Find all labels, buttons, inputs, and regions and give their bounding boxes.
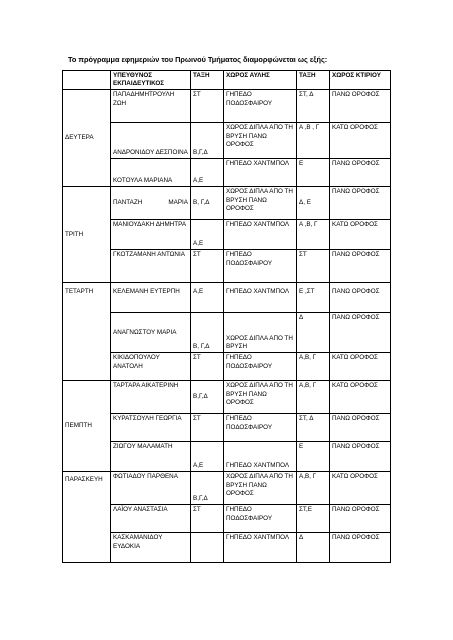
class-cell: ΣΤ	[191, 250, 224, 283]
yard-cell: ΓΗΠΕΔΟ ΧΑΝΤΜΠΟΛ	[224, 220, 297, 250]
day-tuesday: ΤΡΙΤΗ	[63, 187, 111, 283]
building-cell: ΠΑΝΩ ΟΡΟΦΟΣ	[330, 505, 391, 533]
yard-cell: ΓΗΠΕΔΟ ΧΑΝΤΜΠΟΛ	[224, 533, 297, 563]
class2-cell: ΣΤ	[297, 250, 330, 283]
teacher-cell: ΑΝΑΓΝΩΣΤΟΥ ΜΑΡΙΑ	[111, 313, 191, 353]
yard-cell: ΧΩΡΟΣ ΔΙΠΛΑ ΑΠΟ ΤΗ ΒΡΥΣΗ	[224, 313, 297, 353]
table-row	[63, 313, 391, 353]
header-row	[63, 71, 391, 90]
yard-cell: ΧΩΡΟΣ ΔΙΠΛΑ ΑΠΟ ΤΗ ΒΡΥΣΗ ΠΑΝΩ ΟΡΟΦΟΣ	[224, 187, 297, 220]
teacher-cell: ΓΚΟΤΖΑΜΑΝΗ ΑΝΤΩΝΙΑ	[111, 250, 191, 283]
building-cell: ΚΑΤΩ ΟΡΟΦΟΣ	[330, 123, 391, 159]
building-cell: ΠΑΝΩ ΟΡΟΦΟΣ	[330, 533, 391, 563]
class2-cell: Α ,Β, Γ	[297, 220, 330, 250]
table-row	[63, 505, 391, 533]
teacher-cell: ΚΑΣΚΑΜΑΝΙΔΟΥ ΕΥΔΟΚΙΑ	[111, 533, 191, 563]
teacher-cell: ΜΑΝΙΟΥΔΑΚΗ ΔΗΜΗΤΡΑ	[111, 220, 191, 250]
class-cell: ΣΤ	[191, 505, 224, 533]
table-row	[63, 90, 391, 123]
teacher-cell: ΤΑΡΤΑΡΑ ΑΙΚΑΤΕΡΙΝΗ	[111, 381, 191, 414]
class-cell: ΣΤ	[191, 90, 224, 123]
table-row	[63, 472, 391, 505]
teacher-cell: ΖΙΩΓΟΥ ΜΑΛΑΜΑΤΗ	[111, 442, 191, 472]
header-class: ΤΑΞΗ	[191, 71, 224, 90]
table-row	[63, 442, 391, 472]
class2-cell: Ε ,ΣΤ	[297, 283, 330, 313]
teacher-cell: ΑΝΔΡΟΝΙΔΟΥ ΔΕΣΠΟΙΝΑ	[111, 123, 191, 159]
table-row	[63, 220, 391, 250]
table-row	[63, 283, 391, 313]
class2-cell: Δ	[297, 313, 330, 353]
duty-schedule-table	[62, 70, 391, 563]
table-row	[63, 353, 391, 381]
teacher-cell: ΛΑΪΟΥ ΑΝΑΣΤΑΣΙΑ	[111, 505, 191, 533]
building-cell: ΚΑΤΩ ΟΡΟΦΟΣ	[330, 381, 391, 414]
class2-cell: Α,Β, Γ	[297, 353, 330, 381]
header-building: ΧΩΡΟΣ ΚΤΙΡΙΟΥ	[330, 71, 391, 90]
class-cell: Α,Ε	[191, 442, 224, 472]
header-class-2: ΤΑΞΗ	[297, 71, 330, 90]
building-cell: ΠΑΝΩ ΟΡΟΦΟΣ	[330, 187, 391, 220]
yard-cell: ΧΩΡΟΣ ΔΙΠΛΑ ΑΠΟ ΤΗ ΒΡΥΣΗ ΠΑΝΩ ΟΡΟΦΟΣ	[224, 472, 297, 505]
yard-cell: ΓΗΠΕΔΟ ΧΑΝΤΜΠΟΛ	[224, 283, 297, 313]
teacher-cell: ΦΩΤΙΑΔΟΥ ΠΑΡΘΕΝΑ	[111, 472, 191, 505]
table-row	[63, 533, 391, 563]
class2-cell: ΣΤ,Ε	[297, 505, 330, 533]
table-row	[63, 187, 391, 220]
header-teacher: ΥΠΕΥΘΥΝΟΣ ΕΚΠΑΙΔΕΥΤΙΚΟΣ	[111, 71, 191, 90]
class-cell: Β,Γ,Δ	[191, 381, 224, 414]
yard-cell: ΓΗΠΕΔΟ ΠΟΔΟΣΦΑΙΡΟΥ	[224, 414, 297, 442]
building-cell: ΠΑΝΩ ΟΡΟΦΟΣ	[330, 442, 391, 472]
table-row	[63, 250, 391, 283]
yard-cell: ΓΗΠΕΔΟ ΠΟΔΟΣΦΑΙΡΟΥ	[224, 90, 297, 123]
class-cell: Β,Γ,Δ	[191, 472, 224, 505]
building-cell: ΠΑΝΩ ΟΡΟΦΟΣ	[330, 283, 391, 313]
class-cell: Β, Γ,Δ	[191, 187, 224, 220]
building-cell: ΠΑΝΩ ΟΡΟΦΟΣ	[330, 313, 391, 353]
building-cell: ΠΑΝΩ ΟΡΟΦΟΣ	[330, 250, 391, 283]
class-cell: Α,Ε	[191, 283, 224, 313]
yard-cell: ΓΗΠΕΔΟ ΧΑΝΤΜΠΟΛ	[224, 442, 297, 472]
class-cell: ΣΤ	[191, 414, 224, 442]
class2-cell: ΣΤ, Δ	[297, 90, 330, 123]
day-thursday: ΠΕΜΠΤΗ	[63, 381, 111, 472]
teacher-cell: ΚΥΡΑΤΣΟΥΛΗ ΓΕΩΡΓΙΑ	[111, 414, 191, 442]
class2-cell: Α,Β, Γ	[297, 381, 330, 414]
building-cell: ΠΑΝΩ ΟΡΟΦΟΣ	[330, 90, 391, 123]
building-cell: ΚΑΤΩ ΟΡΟΦΟΣ	[330, 472, 391, 505]
class-cell: ΣΤ	[191, 353, 224, 381]
table-row	[63, 381, 391, 414]
class-cell: Β, Γ,Δ	[191, 313, 224, 353]
yard-cell: ΧΩΡΟΣ ΔΙΠΛΑ ΑΠΟ ΤΗ ΒΡΥΣΗ ΠΑΝΩ ΟΡΟΦΟΣ	[224, 123, 297, 159]
header-day	[63, 71, 111, 90]
yard-cell: ΓΗΠΕΔΟ ΠΟΔΟΣΦΑΙΡΟΥ	[224, 250, 297, 283]
table-row	[63, 159, 391, 187]
class-cell: Β,Γ,Δ	[191, 123, 224, 159]
table-row	[63, 123, 391, 159]
class-cell	[191, 533, 224, 563]
teacher-cell: ΚΟΤΟΥΛΑ ΜΑΡΙΑΝΑ	[111, 159, 191, 187]
day-monday: ΔΕΥΤΕΡΑ	[63, 90, 111, 187]
class2-cell: Δ, Ε	[297, 187, 330, 220]
class-cell: Α,Ε	[191, 220, 224, 250]
teacher-cell: ΠΑΝΤΑΖΗ ΜΑΡΙΑ	[111, 187, 191, 220]
yard-cell: ΓΗΠΕΔΟ ΧΑΝΤΜΠΟΛ	[224, 159, 297, 187]
yard-cell: ΓΗΠΕΔΟ ΠΟΔΟΣΦΑΙΡΟΥ	[224, 353, 297, 381]
day-wednesday: ΤΕΤΑΡΤΗ	[63, 283, 111, 381]
teacher-cell: ΚΙΚΙΔΟΠΟΥΛΟΥ ΑΝΑΤΟΛΗ	[111, 353, 191, 381]
building-cell: ΚΑΤΩ ΟΡΟΦΟΣ	[330, 353, 391, 381]
building-cell: ΠΑΝΩ ΟΡΟΦΟΣ	[330, 414, 391, 442]
header-yard: ΧΩΡΟΣ ΑΥΛΗΣ	[224, 71, 297, 90]
class2-cell: Δ	[297, 533, 330, 563]
teacher-cell: ΚΕΛΕΜΑΝΗ ΕΥΤΕΡΠΗ	[111, 283, 191, 313]
building-cell: ΚΑΤΩ ΟΡΟΦΟΣ	[330, 220, 391, 250]
day-friday: ΠΑΡΑΣΚΕΥΗ	[63, 472, 111, 563]
yard-cell: ΓΗΠΕΔΟ ΠΟΔΟΣΦΑΙΡΟΥ	[224, 505, 297, 533]
class2-cell: Ε	[297, 159, 330, 187]
yard-cell: ΧΩΡΟΣ ΔΙΠΛΑ ΑΠΟ ΤΗ ΒΡΥΣΗ ΠΑΝΩ ΟΡΟΦΟΣ	[224, 381, 297, 414]
page-title: Το πρόγραμμα εφημεριών του Πρωινού Τμήματος διαμορφώνεται ως εξής:	[68, 55, 328, 64]
class2-cell: ΣΤ, Δ	[297, 414, 330, 442]
class2-cell: Ε	[297, 442, 330, 472]
teacher-cell: ΠΑΠΑΔΗΜΗΤΡΟΥΛΗ ΖΩΗ	[111, 90, 191, 123]
class2-cell: Α ,Β , Γ	[297, 123, 330, 159]
class-cell: Α,Ε	[191, 159, 224, 187]
table-row	[63, 414, 391, 442]
building-cell: ΠΑΝΩ ΟΡΟΦΟΣ	[330, 159, 391, 187]
class2-cell: Α,Β, Γ	[297, 472, 330, 505]
